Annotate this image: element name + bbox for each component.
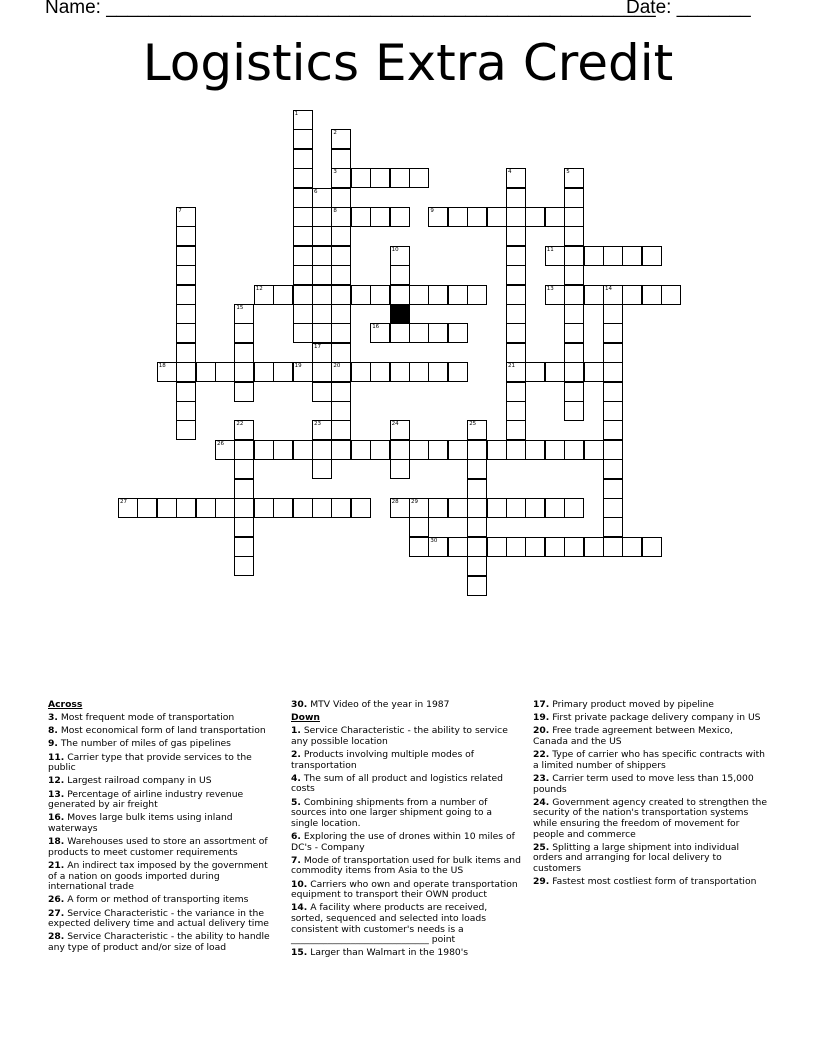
grid-cell[interactable] [331, 420, 351, 440]
grid-cell[interactable] [254, 362, 274, 382]
grid-cell[interactable] [545, 246, 565, 266]
grid-cell[interactable] [331, 382, 351, 402]
grid-cell[interactable] [157, 498, 177, 518]
grid-cell[interactable] [390, 362, 410, 382]
grid-cell[interactable] [506, 420, 526, 440]
grid-cell[interactable] [409, 362, 429, 382]
grid-cell[interactable] [234, 343, 254, 363]
down-clue-19: 19. First private package delivery company in US [533, 712, 761, 724]
grid-cell[interactable] [506, 362, 526, 382]
grid-cell[interactable] [176, 343, 196, 363]
across-heading: Across [48, 699, 83, 710]
grid-cell[interactable] [331, 440, 351, 460]
grid-cell[interactable] [254, 440, 274, 460]
clues-column-1 [48, 700, 278, 956]
grid-cell[interactable] [428, 498, 448, 518]
grid-cell[interactable] [564, 265, 584, 285]
grid-cell[interactable] [506, 304, 526, 324]
clue-number: 26 [217, 440, 224, 447]
grid-cell[interactable] [176, 362, 196, 382]
grid-cell[interactable] [564, 382, 584, 402]
clue-number: 7 [178, 208, 182, 214]
grid-cell[interactable] [506, 440, 526, 460]
grid-cell[interactable] [293, 265, 313, 285]
grid-cell[interactable] [661, 285, 681, 305]
clue-number: 3 [333, 169, 337, 176]
grid-cell[interactable] [603, 479, 623, 499]
clues-column-2 [291, 700, 521, 962]
grid-cell[interactable] [448, 362, 468, 382]
grid-cell[interactable] [506, 168, 526, 188]
grid-cell[interactable] [642, 285, 662, 305]
grid-cell[interactable] [603, 246, 623, 266]
grid-cell[interactable] [176, 382, 196, 402]
grid-cell[interactable] [157, 362, 177, 382]
clue-number: 20 [333, 363, 341, 370]
clue-number: 15 [236, 305, 244, 311]
grid-cell[interactable] [118, 498, 138, 518]
across-clue-11: 11. Carrier type that provide services to the public [48, 751, 252, 774]
grid-cell[interactable] [351, 207, 371, 227]
grid-cell[interactable] [215, 498, 235, 518]
grid-cell[interactable] [409, 517, 429, 537]
grid-cell[interactable] [525, 440, 545, 460]
black-cell [390, 304, 410, 324]
grid-cell[interactable] [603, 285, 623, 305]
grid-cell[interactable] [234, 479, 254, 499]
clue-number: 5 [566, 169, 570, 176]
grid-cell[interactable] [642, 246, 662, 266]
grid-cell[interactable] [351, 168, 371, 188]
grid-cell[interactable] [312, 459, 332, 479]
grid-cell[interactable] [603, 498, 623, 518]
grid-cell[interactable] [312, 420, 332, 440]
clue-number: 27 [120, 499, 127, 505]
grid-cell[interactable] [293, 129, 313, 149]
grid-cell[interactable] [506, 343, 526, 363]
grid-cell[interactable] [506, 246, 526, 266]
grid-cell[interactable] [409, 168, 429, 188]
grid-cell[interactable] [331, 246, 351, 266]
down-clue-14: 14. A facility where products are received, sorted, sequenced and selected into loads consistent with customer's needs is a ______________________________ point [291, 902, 488, 946]
grid-cell[interactable] [603, 343, 623, 363]
grid-cell[interactable] [390, 246, 410, 266]
grid-cell[interactable] [603, 401, 623, 421]
grid-cell[interactable] [215, 362, 235, 382]
grid-cell[interactable] [331, 149, 351, 169]
grid-cell[interactable] [351, 362, 371, 382]
grid-cell[interactable] [603, 440, 623, 460]
grid-cell[interactable] [545, 498, 565, 518]
grid-cell[interactable] [312, 304, 332, 324]
down-clue-17: 17. Primary product moved by pipeline [533, 699, 714, 710]
grid-cell[interactable] [603, 459, 623, 479]
clue-number: 21 [508, 363, 515, 370]
grid-cell[interactable] [564, 343, 584, 363]
grid-cell[interactable] [293, 304, 313, 324]
grid-cell[interactable] [467, 440, 487, 460]
grid-cell[interactable] [370, 207, 390, 227]
grid-cell[interactable] [390, 459, 410, 479]
grid-cell[interactable] [176, 285, 196, 305]
grid-cell[interactable] [370, 440, 390, 460]
grid-cell[interactable] [331, 188, 351, 208]
down-clue-25: 25. Splitting a large shipment into individual orders and arranging for local delivery to customers [533, 841, 740, 874]
page-title: Logistics Extra Credit [142, 34, 674, 92]
grid-cell[interactable] [176, 498, 196, 518]
grid-cell[interactable] [428, 362, 448, 382]
down-clue-20: 20. Free trade agreement between Mexico, Canada and the US [533, 725, 733, 747]
across-clue-9: 9. The number of miles of gas pipelines [48, 738, 231, 750]
grid-cell[interactable] [428, 207, 448, 227]
clue-number: 4 [508, 169, 512, 176]
clue-number: 14 [605, 285, 612, 292]
grid-cell[interactable] [390, 265, 410, 285]
grid-cell[interactable] [312, 188, 332, 208]
grid-cell[interactable] [176, 265, 196, 285]
grid-cell[interactable] [564, 498, 584, 518]
grid-cell[interactable] [584, 246, 604, 266]
grid-cell[interactable] [564, 207, 584, 227]
grid-cell[interactable] [506, 498, 526, 518]
grid-cell[interactable] [331, 323, 351, 343]
grid-cell[interactable] [331, 401, 351, 421]
grid-cell[interactable] [234, 420, 254, 440]
grid-cell[interactable] [603, 304, 623, 324]
grid-cell[interactable] [506, 188, 526, 208]
grid-cell[interactable] [428, 285, 448, 305]
grid-cell[interactable] [331, 285, 351, 305]
down-clue-4: 4. The sum of all product and logistics related costs [291, 772, 503, 795]
grid-cell[interactable] [370, 362, 390, 382]
grid-cell[interactable] [467, 517, 487, 537]
grid-cell[interactable] [293, 188, 313, 208]
grid-cell[interactable] [273, 440, 293, 460]
grid-cell[interactable] [506, 207, 526, 227]
grid-cell[interactable] [390, 285, 410, 305]
clue-number: 10 [391, 246, 399, 253]
grid-cell[interactable] [176, 323, 196, 343]
across-clue-13: 13. Percentage of airline industry revenue generated by air freight [48, 788, 244, 811]
clue-number: 19 [294, 363, 302, 370]
grid-cell[interactable] [331, 129, 351, 149]
grid-cell[interactable] [603, 362, 623, 382]
grid-cell[interactable] [545, 440, 565, 460]
grid-cell[interactable] [293, 285, 313, 305]
grid-cell[interactable] [545, 207, 565, 227]
grid-cell[interactable] [234, 304, 254, 324]
clue-number: 9 [430, 208, 434, 214]
clue-number: 1 [294, 111, 299, 117]
grid-cell[interactable] [467, 556, 487, 576]
clue-number: 6 [314, 188, 318, 195]
across-clue-8: 8. Most economical form of land transportation [48, 725, 266, 737]
grid-cell[interactable] [467, 576, 487, 596]
clue-number: 23 [314, 421, 321, 428]
clue-number: 17 [314, 343, 321, 350]
grid-cell[interactable] [622, 537, 642, 557]
grid-cell[interactable] [525, 537, 545, 557]
grid-cell[interactable] [293, 246, 313, 266]
grid-cell[interactable] [409, 498, 429, 518]
grid-cell[interactable] [506, 265, 526, 285]
grid-cell[interactable] [545, 285, 565, 305]
across-clue-12: 12. Largest railroad company in US [48, 775, 212, 787]
grid-cell[interactable] [351, 498, 371, 518]
grid-cell[interactable] [331, 343, 351, 363]
grid-cell[interactable] [584, 537, 604, 557]
grid-cell[interactable] [390, 440, 410, 460]
grid-cell[interactable] [487, 207, 507, 227]
grid-cell[interactable] [370, 285, 390, 305]
grid-cell[interactable] [312, 265, 332, 285]
grid-cell[interactable] [312, 246, 332, 266]
grid-cell[interactable] [564, 246, 584, 266]
grid-cell[interactable] [331, 498, 351, 518]
grid-cell[interactable] [506, 537, 526, 557]
down-clue-24: 24. Government agency created to strengthen the security of the nation's transportation systems while ensuring the freedom of movement for people and commerce [533, 796, 767, 840]
grid-cell[interactable] [331, 265, 351, 285]
grid-cell[interactable] [564, 168, 584, 188]
grid-cell[interactable] [622, 285, 642, 305]
grid-cell[interactable] [312, 207, 332, 227]
grid-cell[interactable] [196, 362, 216, 382]
grid-cell[interactable] [448, 207, 468, 227]
grid-cell[interactable] [622, 246, 642, 266]
down-clue-2: 2. Products involving multiple modes of transportation [291, 749, 475, 771]
grid-cell[interactable] [487, 537, 507, 557]
grid-cell[interactable] [564, 226, 584, 246]
across-clue-28: 28. Service Characteristic - the ability to handle any type of product and/or size of load [48, 931, 270, 953]
grid-cell[interactable] [409, 285, 429, 305]
grid-cell[interactable] [370, 323, 390, 343]
grid-cell[interactable] [584, 440, 604, 460]
grid-cell[interactable] [312, 323, 332, 343]
down-clue-10: 10. Carriers who own and operate transportation equipment to transport their OWN product [291, 878, 518, 901]
clue-number: 18 [158, 363, 166, 370]
grid-cell[interactable] [467, 498, 487, 518]
clue-number: 24 [391, 421, 399, 428]
grid-cell[interactable] [312, 440, 332, 460]
grid-cell[interactable] [525, 498, 545, 518]
grid-cell[interactable] [487, 440, 507, 460]
grid-cell[interactable] [254, 285, 274, 305]
grid-cell[interactable] [351, 440, 371, 460]
grid-cell[interactable] [293, 498, 313, 518]
grid-cell[interactable] [215, 440, 235, 460]
grid-cell[interactable] [176, 207, 196, 227]
down-clue-22: 22. Type of carrier who has specific contracts with a limited number of shippers [533, 749, 766, 771]
down-clue-1: 1. Service Characteristic - the ability to service any possible location [291, 725, 508, 747]
grid-cell[interactable] [331, 362, 351, 382]
grid-cell[interactable] [564, 323, 584, 343]
grid-cell[interactable] [603, 517, 623, 537]
grid-cell[interactable] [351, 285, 371, 305]
grid-cell[interactable] [642, 537, 662, 557]
grid-cell[interactable] [254, 498, 274, 518]
grid-cell[interactable] [467, 459, 487, 479]
grid-cell[interactable] [448, 285, 468, 305]
clue-number: 16 [372, 324, 380, 331]
grid-cell[interactable] [390, 207, 410, 227]
grid-cell[interactable] [428, 323, 448, 343]
down-clue-23: 23. Carrier term used to move less than 15,000 pounds [533, 772, 754, 795]
grid-cell[interactable] [293, 207, 313, 227]
grid-cell[interactable] [293, 149, 313, 169]
grid-cell[interactable] [390, 498, 410, 518]
clue-number: 13 [546, 285, 554, 292]
clue-number: 25 [469, 421, 477, 428]
grid-cell[interactable] [196, 498, 216, 518]
grid-cell[interactable] [176, 246, 196, 266]
grid-cell[interactable] [370, 168, 390, 188]
grid-cell[interactable] [234, 459, 254, 479]
clue-number: 22 [236, 421, 244, 428]
grid-cell[interactable] [603, 420, 623, 440]
grid-cell[interactable] [467, 537, 487, 557]
date-field[interactable]: Date: _______ [626, 0, 751, 18]
grid-cell[interactable] [273, 498, 293, 518]
grid-cell[interactable] [448, 440, 468, 460]
grid-cell[interactable] [603, 323, 623, 343]
grid-cell[interactable] [390, 168, 410, 188]
grid-cell[interactable] [176, 420, 196, 440]
grid-cell[interactable] [428, 537, 448, 557]
grid-cell[interactable] [506, 382, 526, 402]
grid-cell[interactable] [293, 168, 313, 188]
grid-cell[interactable] [273, 285, 293, 305]
grid-cell[interactable] [409, 440, 429, 460]
down-clue-15: 15. Larger than Walmart in the 1980's [291, 947, 469, 959]
grid-cell[interactable] [564, 188, 584, 208]
grid-cell[interactable] [545, 362, 565, 382]
across-clue-27: 27. Service Characteristic - the variance in the expected delivery time and actual delivery time [48, 907, 269, 930]
grid-cell[interactable] [293, 226, 313, 246]
grid-cell[interactable] [234, 362, 254, 382]
clue-number: 28 [391, 499, 399, 505]
grid-cell[interactable] [584, 285, 604, 305]
grid-cell[interactable] [545, 537, 565, 557]
down-heading: Down [291, 712, 320, 724]
grid-cell[interactable] [293, 440, 313, 460]
grid-cell[interactable] [448, 537, 468, 557]
grid-cell[interactable] [506, 323, 526, 343]
grid-cell[interactable] [234, 440, 254, 460]
clue-number: 29 [411, 499, 418, 505]
grid-cell[interactable] [234, 537, 254, 557]
grid-cell[interactable] [448, 323, 468, 343]
across-clue-26: 26. A form or method of transporting items [48, 894, 249, 906]
across-clue-16: 16. Moves large bulk items using inland waterways [48, 812, 233, 834]
down-clue-5: 5. Combining shipments from a number of sources into one larger shipment going to a single location. [291, 796, 493, 829]
clue-number: 8 [333, 208, 337, 214]
grid-cell[interactable] [564, 537, 584, 557]
grid-cell[interactable] [487, 498, 507, 518]
grid-cell[interactable] [293, 362, 313, 382]
grid-cell[interactable] [525, 207, 545, 227]
grid-cell[interactable] [293, 323, 313, 343]
across-clue-18: 18. Warehouses used to store an assortment of products to meet customer requirements [48, 836, 268, 858]
down-clue-6: 6. Exploring the use of drones within 10 miles of DC's - Company [291, 831, 515, 853]
grid-cell[interactable] [564, 304, 584, 324]
grid-cell[interactable] [584, 362, 604, 382]
grid-cell[interactable] [234, 382, 254, 402]
grid-cell[interactable] [234, 498, 254, 518]
grid-cell[interactable] [234, 323, 254, 343]
down-clue-7: 7. Mode of transportation used for bulk items and commodity items from Asia to the US [291, 854, 521, 877]
grid-cell[interactable] [273, 362, 293, 382]
grid-cell[interactable] [312, 362, 332, 382]
across-clue-3: 3. Most frequent mode of transportation [48, 712, 235, 724]
grid-cell[interactable] [331, 168, 351, 188]
grid-cell[interactable] [506, 285, 526, 305]
name-field[interactable]: Name: ____________________________________________________ [45, 0, 656, 18]
grid-cell[interactable] [312, 285, 332, 305]
grid-cell[interactable] [234, 556, 254, 576]
grid-cell[interactable] [176, 226, 196, 246]
grid-cell[interactable] [448, 498, 468, 518]
grid-cell[interactable] [293, 110, 313, 130]
grid-cell[interactable] [506, 226, 526, 246]
clue-number: 2 [333, 130, 337, 137]
grid-cell[interactable] [312, 498, 332, 518]
grid-cell[interactable] [176, 304, 196, 324]
grid-cell[interactable] [409, 323, 429, 343]
grid-cell[interactable] [137, 498, 157, 518]
grid-cell[interactable] [564, 362, 584, 382]
grid-cell[interactable] [564, 285, 584, 305]
grid-cell[interactable] [312, 382, 332, 402]
grid-cell[interactable] [409, 537, 429, 557]
grid-cell[interactable] [467, 479, 487, 499]
down-clue-29: 29. Fastest most costliest form of transportation [533, 876, 757, 888]
grid-cell[interactable] [564, 440, 584, 460]
grid-cell[interactable] [506, 401, 526, 421]
grid-cell[interactable] [467, 420, 487, 440]
grid-cell[interactable] [176, 401, 196, 421]
across-clue-30: 30. MTV Video of the year in 1987 [291, 699, 450, 710]
grid-cell[interactable] [603, 382, 623, 402]
clue-number: 30 [430, 537, 438, 544]
grid-cell[interactable] [312, 343, 332, 363]
grid-cell[interactable] [331, 207, 351, 227]
grid-cell[interactable] [331, 226, 351, 246]
grid-cell[interactable] [564, 401, 584, 421]
clue-number: 11 [546, 246, 554, 253]
grid-cell[interactable] [428, 440, 448, 460]
clue-number: 12 [255, 285, 263, 292]
grid-cell[interactable] [331, 304, 351, 324]
grid-cell[interactable] [467, 285, 487, 305]
grid-cell[interactable] [312, 226, 332, 246]
grid-cell[interactable] [603, 537, 623, 557]
grid-cell[interactable] [390, 323, 410, 343]
grid-cell[interactable] [234, 517, 254, 537]
across-clue-21: 21. An indirect tax imposed by the government of a nation on goods imported during international trade [48, 859, 268, 893]
grid-cell[interactable] [525, 362, 545, 382]
grid-cell[interactable] [467, 207, 487, 227]
clues-column-3 [533, 700, 769, 890]
grid-cell[interactable] [390, 420, 410, 440]
